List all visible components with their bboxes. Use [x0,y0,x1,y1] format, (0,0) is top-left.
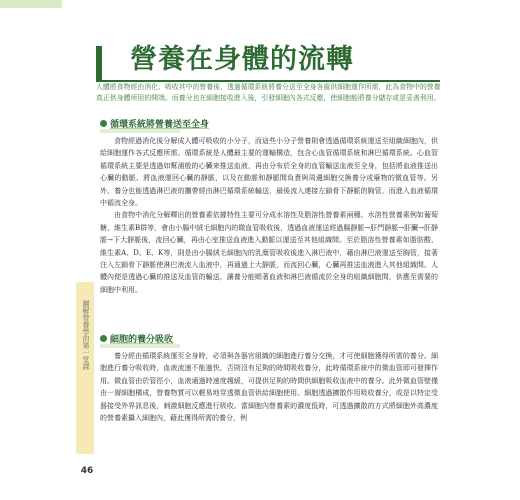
bullet-dot-icon [100,335,107,342]
title-accent-bar [96,46,102,80]
page-edge-tab [0,0,62,8]
page-number: 46 [80,466,94,476]
side-chapter-label: 圖解營養學的第一堂課 [82,300,90,370]
section-heading-circulation: 循環系統將營養送至全身 [100,118,420,132]
page-title: 營養在身體的流轉 [130,44,354,75]
section-body-absorption [100,350,438,424]
section-heading-absorption: 細胞的養分吸收 [100,333,420,347]
bullet-dot-icon [100,120,107,127]
paragraph: 由食物中消化分解釋出的營養素依據特性主要可分成水溶性及脂溶性營養素兩種。水溶性營養素例如葡萄糖、維生素B群等，會由小腸中絨毛細胞內的微血管吸收後，透過血液運送經過腸靜脈→肝門靜脈→肝臟→肝靜脈→下大靜脈後，流回心臟，再由心室推送血液進入動脈以運送至其他組織間。至於脂溶性營養素如脂肪酸、維生素A、D、E、K等，則是由小腸絨毛細胞內的乳糜管吸收後進入淋巴液中，藉由淋巴液運送至胸管，接著注入左鎖骨下靜脈使淋巴液流入血液中，再通過上大靜脈，而流回心臟，心臟再推送血液進入其他組織間。人體內便是透過心臟的推送及血管的輸送，讓養分能順著血液和淋巴液循流於全身的組織細胞間，供應至需要的細胞中利用。 [100,211,438,294]
intro-paragraph: 人體將食物經由消化、吸收其中的營養後，透過循環系統將養分送至全身各處供細胞運作所需，此為食物中的營養真正供身體所用的開端。而養分也在細胞接收進入後，引發細胞內各式反應，使細胞能將養分儲存或是妥善利用。 [96,83,441,102]
paragraph: 食物經過消化後分解成人體可吸收的小分子，而這些小分子營養則會透過循環系統運送至組織細胞內，供給細胞運作各式反應所需。循環系統是人體最主要的運輸構造，包含心血管循環系統和淋巴循環系統。心血管循環系統主要是透過如幫浦般的心臟來推送血液，再由分布於全身的血管輸送血液至全身，包括將血液推送出心臟的動脈、將血液運回心臟的靜脈，以及在動脈和靜脈間負責與周邊細胞交換養分或廢物的微血管等。另外，養分也能透過淋巴液的攜帶經由淋巴循環系統輸送，最後流入連接左鎖骨下靜脈的胸管，而進入血液循環中循流全身。 [100,137,438,208]
section-body-circulation [100,135,438,296]
paragraph: 養分經由循環系統運至全身時，必須與各器官組織的細胞進行養分交換，才可使細胞獲得所需的養分。細胞進行養分吸收時，血液流速不能過快，否則沒有足夠的時間吸收養分，此時循環系統中的微血管即可發揮作用。微血管由於管徑小，血液通過時速度趨緩，可提供足夠的時間供細胞吸收血液中的養分。此外微血管壁僅由一層細胞構成，營養物質可以輕易地穿透微血管供給細胞使用。細胞透過擴散作用吸收養分，或是以特定受器接受外界訊息後，刺激細胞反應進行吸收。當細胞內營養素的濃度低時，可透過擴散的方式將細胞外高濃度的營養素攝入細胞內，藉此獲得所需的養分，例 [100,352,438,423]
